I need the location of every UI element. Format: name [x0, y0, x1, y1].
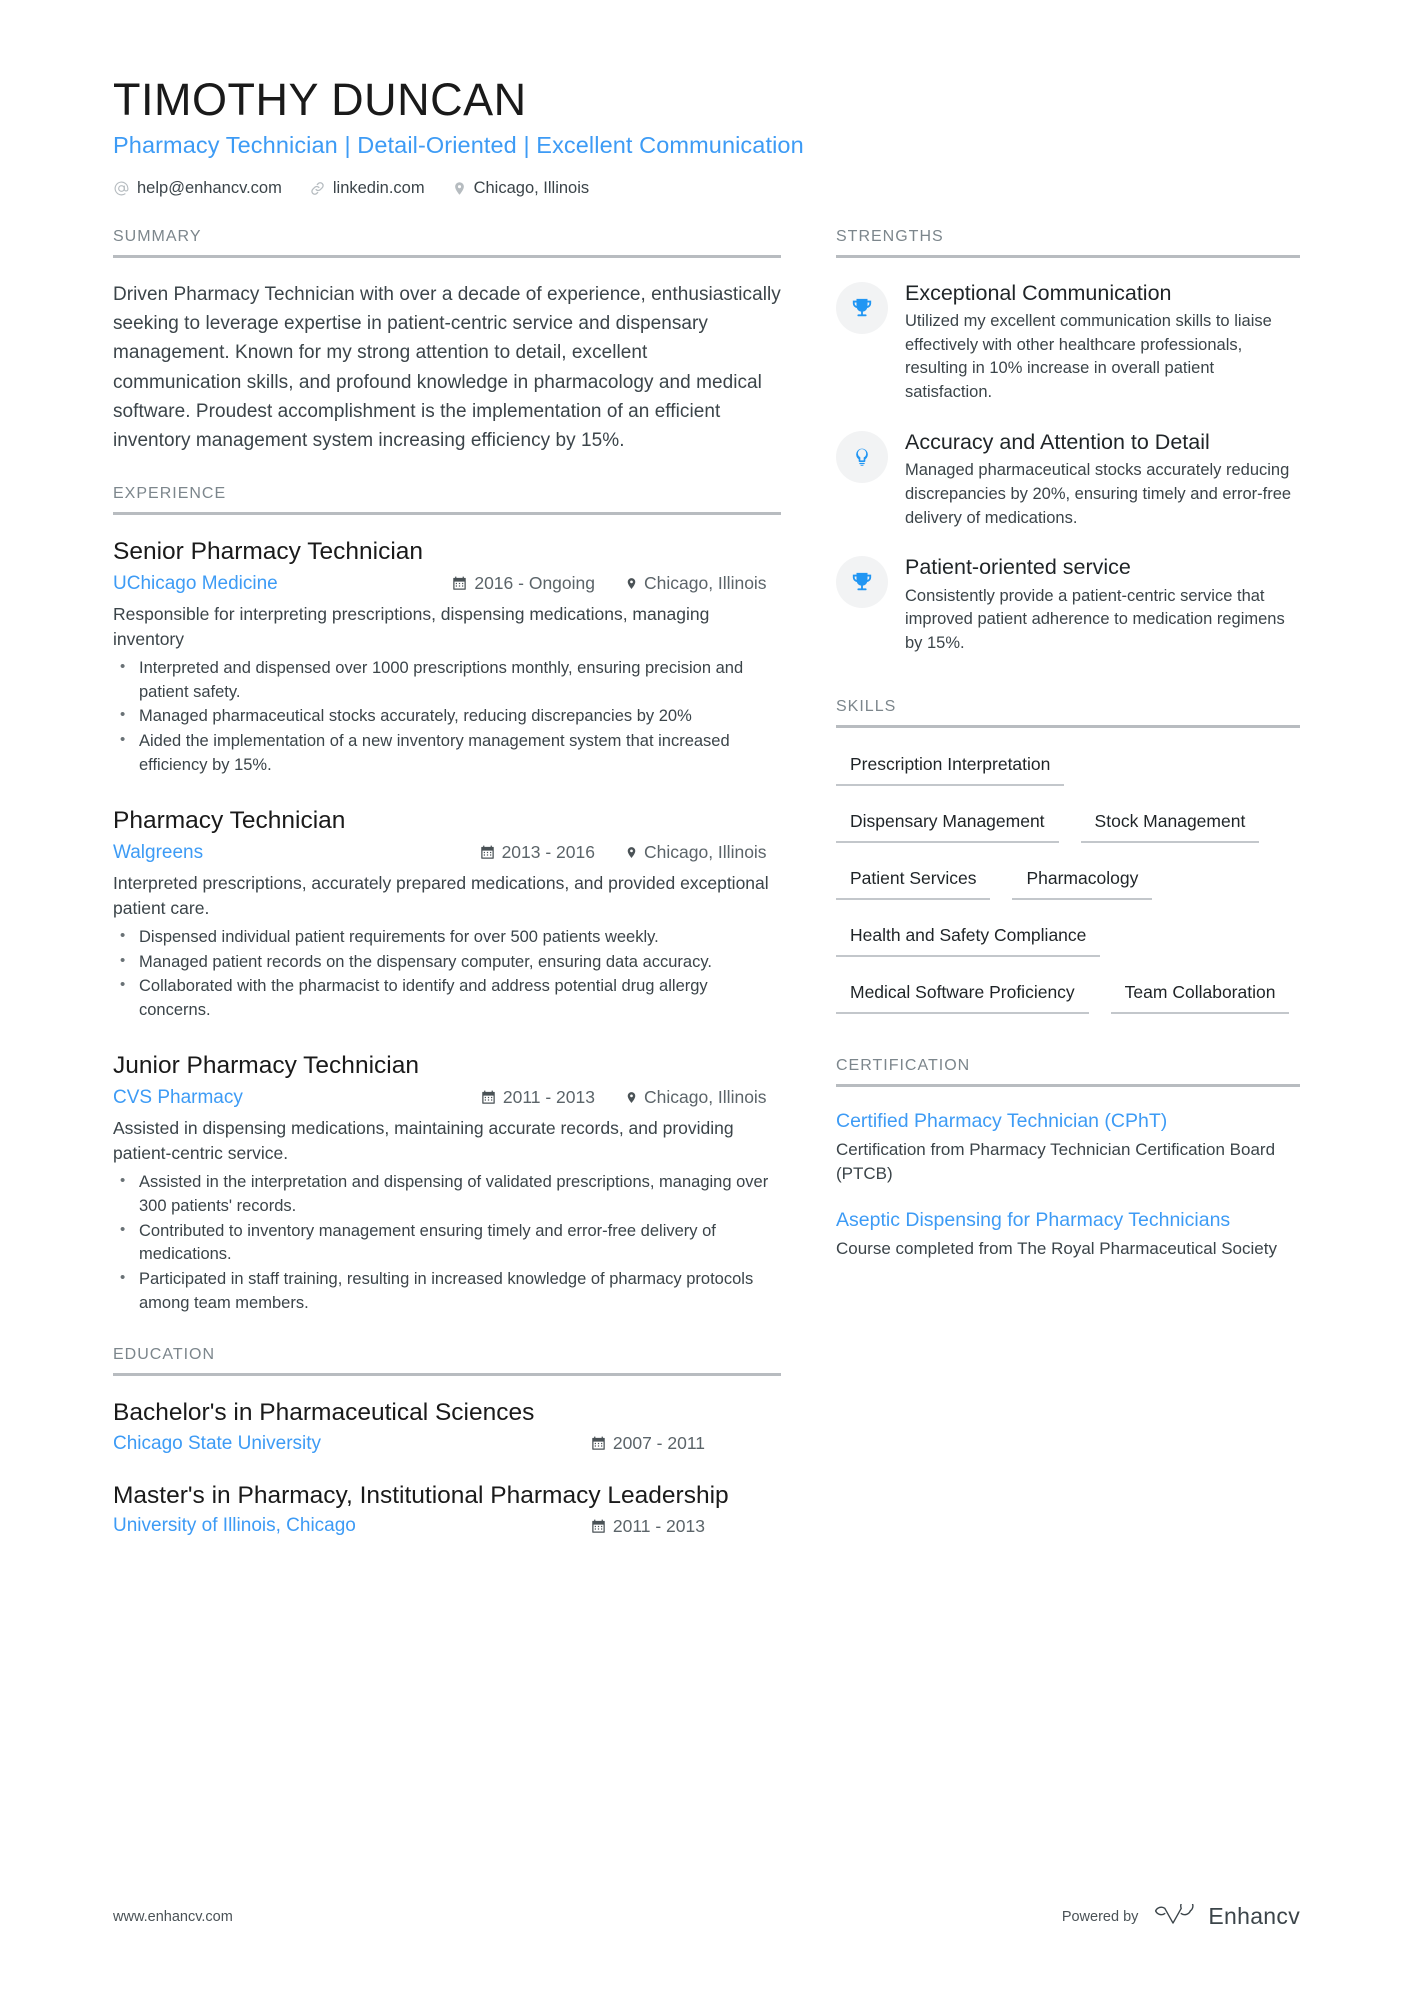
contact-linkedin-text: linkedin.com [332, 178, 425, 197]
bullet-item: • Assisted in the interpretation and dispensing of validated prescriptions, managing over 300 patients' records. [113, 1171, 781, 1219]
education-dates-text: 2011 - 2013 [612, 1515, 705, 1536]
experience-job-title: Junior Pharmacy Technician [113, 1052, 419, 1080]
section-divider [836, 1084, 1300, 1087]
strength-title: Accuracy and Attention to Detail [905, 429, 1210, 454]
education-institution[interactable]: Chicago State University [113, 1432, 322, 1454]
experience-bullets [113, 657, 781, 779]
strength-badge [836, 431, 888, 483]
trophy-icon [851, 571, 873, 593]
experience-location [595, 842, 781, 863]
experience-dates [452, 573, 595, 594]
footer-website[interactable]: www.enhancv.com [113, 1908, 233, 1925]
experience-dates [481, 1087, 595, 1108]
experience-section [113, 485, 781, 1316]
experience-organization[interactable]: CVS Pharmacy [113, 1086, 243, 1108]
location-pin-icon [625, 576, 638, 591]
candidate-headline: Pharmacy Technician | Detail-Oriented | Excellent Communication [113, 132, 804, 159]
contact-linkedin[interactable] [309, 179, 425, 198]
calendar-icon [452, 576, 467, 591]
skill-tag: Dispensary Management [836, 807, 1059, 843]
enhancv-logo-icon [1152, 1904, 1194, 1930]
experience-dates-text: 2013 - 2016 [501, 842, 595, 863]
strengths-section-title: STRENGTHS [836, 227, 944, 245]
bullet-item: • Managed pharmaceutical stocks accurately, reducing discrepancies by 20% [113, 705, 781, 729]
strength-description: Managed pharmaceutical stocks accurately reducing discrepancies by 20%, ensuring timely and error-free delivery of medications. [905, 461, 1292, 527]
education-meta [113, 1515, 781, 1537]
strength-badge [836, 282, 888, 334]
skill-tag: Medical Software Proficiency [836, 978, 1089, 1014]
experience-location-text: Chicago, Illinois [644, 573, 767, 594]
skill-tag: Health and Safety Compliance [836, 921, 1100, 957]
contact-location-text: Chicago, Illinois [473, 178, 590, 197]
spacer [113, 459, 781, 485]
experience-description: Interpreted prescriptions, accurately prepared medications, and provided exceptional patient care. [113, 872, 769, 919]
section-divider [836, 725, 1300, 728]
experience-meta [113, 842, 781, 864]
calendar-icon [481, 1090, 496, 1105]
education-degree: Master's in Pharmacy, Institutional Pharmacy Leadership [113, 1481, 729, 1509]
certification-description: Course completed from The Royal Pharmaceutical Society [836, 1239, 1277, 1259]
section-divider [113, 1373, 781, 1376]
contact-row [113, 179, 1300, 198]
certification-description: Certification from Pharmacy Technician Certification Board (PTCB) [836, 1140, 1276, 1184]
resume-header [113, 75, 1300, 198]
certification-title[interactable]: Certified Pharmacy Technician (CPhT) [836, 1109, 1168, 1132]
strength-body [905, 429, 1300, 530]
left-column [113, 228, 781, 1564]
section-divider [113, 255, 781, 258]
skills-section [836, 698, 1300, 1035]
education-dates [591, 1516, 781, 1537]
calendar-icon [480, 845, 495, 860]
enhancv-brand-name: Enhancv [1208, 1903, 1300, 1929]
strength-body [905, 280, 1300, 405]
experience-location-text: Chicago, Illinois [644, 842, 767, 863]
skill-tag: Prescription Interpretation [836, 750, 1064, 786]
bullet-item: • Interpreted and dispensed over 1000 prescriptions monthly, ensuring precision and patient safety. [113, 657, 781, 705]
skill-tag: Team Collaboration [1111, 978, 1290, 1014]
experience-location [595, 1087, 781, 1108]
experience-bullets [113, 926, 781, 1024]
bullet-item: • Managed patient records on the dispensary computer, ensuring data accuracy. [113, 951, 781, 975]
experience-location [595, 573, 781, 594]
experience-location-text: Chicago, Illinois [644, 1087, 767, 1108]
bullet-item: • Collaborated with the pharmacist to identify and address potential drug allergy concerns. [113, 975, 781, 1023]
education-dates-text: 2007 - 2011 [612, 1433, 705, 1454]
experience-job-title: Senior Pharmacy Technician [113, 538, 424, 566]
experience-dates [480, 842, 595, 863]
skills-list [836, 750, 1300, 1035]
contact-email-text: help@enhancv.com [137, 178, 282, 197]
strength-title: Patient-oriented service [905, 555, 1131, 580]
page-footer [113, 1903, 1300, 1930]
education-meta [113, 1433, 781, 1455]
experience-organization[interactable]: UChicago Medicine [113, 572, 278, 594]
skills-section-title: SKILLS [836, 697, 897, 715]
summary-section-title: SUMMARY [113, 227, 202, 245]
bullet-item: • Aided the implementation of a new inventory management system that increased efficiency by 15%. [113, 730, 781, 778]
education-section [113, 1346, 781, 1537]
bullet-item: • Dispensed individual patient requirements for over 500 patients weekly. [113, 926, 781, 950]
certification-item [836, 1109, 1300, 1186]
resume-body [113, 228, 1300, 1564]
strength-description: Consistently provide a patient-centric service that improved patient adherence to medication regimens by 15%. [905, 586, 1285, 653]
strength-description: Utilized my excellent communication skills to liaise effectively with other healthcare professionals, resulting in 10% increase in overall patient satisfaction. [905, 311, 1272, 402]
experience-meta [113, 1087, 781, 1109]
education-dates [591, 1433, 781, 1454]
strength-title: Exceptional Communication [905, 280, 1172, 305]
skill-tag: Stock Management [1081, 807, 1260, 843]
strength-body [905, 554, 1300, 655]
at-icon [113, 180, 130, 197]
experience-description: Assisted in dispensing medications, maintaining accurate records, and providing patient-centric service. [113, 1117, 734, 1164]
experience-entry [113, 537, 781, 778]
certification-title[interactable]: Aseptic Dispensing for Pharmacy Technicians [836, 1208, 1231, 1231]
skill-tag: Patient Services [836, 864, 990, 900]
experience-meta [113, 573, 781, 595]
certification-section [836, 1057, 1300, 1261]
right-column [836, 228, 1300, 1283]
location-pin-icon [625, 1090, 638, 1105]
bullet-item: • Contributed to inventory management ensuring timely and error-free delivery of medications. [113, 1220, 781, 1268]
powered-by-label: Powered by [1061, 1908, 1139, 1925]
candidate-name: TIMOTHY DUNCAN [113, 74, 527, 125]
link-icon [309, 180, 326, 197]
bullet-item: • Participated in staff training, resulting in increased knowledge of pharmacy protocols among team members. [113, 1268, 781, 1316]
summary-text: Driven Pharmacy Technician with over a decade of experience, enthusiastically seeking to leverage expertise in patient-centric service and dispensary management. Known for my strong attention to detail, excellent communication skills, and profound knowledge in pharmacology and medical software. Proudest accomplishment is the implementation of an efficient inventory management system increasing efficiency by 15%. [113, 283, 781, 452]
contact-location [452, 179, 590, 198]
spacer [113, 1320, 781, 1346]
education-entry [113, 1481, 781, 1538]
certification-item [836, 1208, 1300, 1261]
calendar-icon [591, 1519, 606, 1534]
education-entry [113, 1398, 781, 1455]
spacer [836, 680, 1300, 698]
experience-description: Responsible for interpreting prescriptions, dispensing medications, managing inventory [113, 603, 710, 650]
experience-entry [113, 1051, 781, 1316]
summary-section [113, 228, 781, 456]
education-section-title: EDUCATION [113, 1346, 216, 1364]
experience-dates-text: 2016 - Ongoing [474, 573, 595, 594]
experience-entry [113, 806, 781, 1023]
location-pin-icon [452, 180, 467, 197]
education-degree: Bachelor's in Pharmaceutical Sciences [113, 1399, 535, 1427]
contact-email[interactable] [113, 179, 282, 198]
footer-branding [1062, 1903, 1300, 1930]
spacer [836, 1039, 1300, 1057]
experience-section-title: EXPERIENCE [113, 485, 227, 503]
education-institution[interactable]: University of Illinois, Chicago [113, 1515, 356, 1537]
calendar-icon [591, 1436, 606, 1451]
location-pin-icon [625, 845, 638, 860]
experience-bullets [113, 1171, 781, 1317]
strength-item [836, 429, 1300, 530]
experience-organization[interactable]: Walgreens [113, 841, 204, 863]
strengths-section [836, 228, 1300, 656]
trophy-icon [851, 297, 873, 319]
strength-item [836, 280, 1300, 405]
strength-badge [836, 556, 888, 608]
experience-job-title: Pharmacy Technician [113, 807, 346, 835]
section-divider [836, 255, 1300, 258]
skill-tag: Pharmacology [1012, 864, 1152, 900]
experience-dates-text: 2011 - 2013 [502, 1087, 595, 1108]
strength-item [836, 554, 1300, 655]
certification-section-title: CERTIFICATION [836, 1056, 971, 1074]
section-divider [113, 512, 781, 515]
lightbulb-icon [852, 446, 872, 468]
